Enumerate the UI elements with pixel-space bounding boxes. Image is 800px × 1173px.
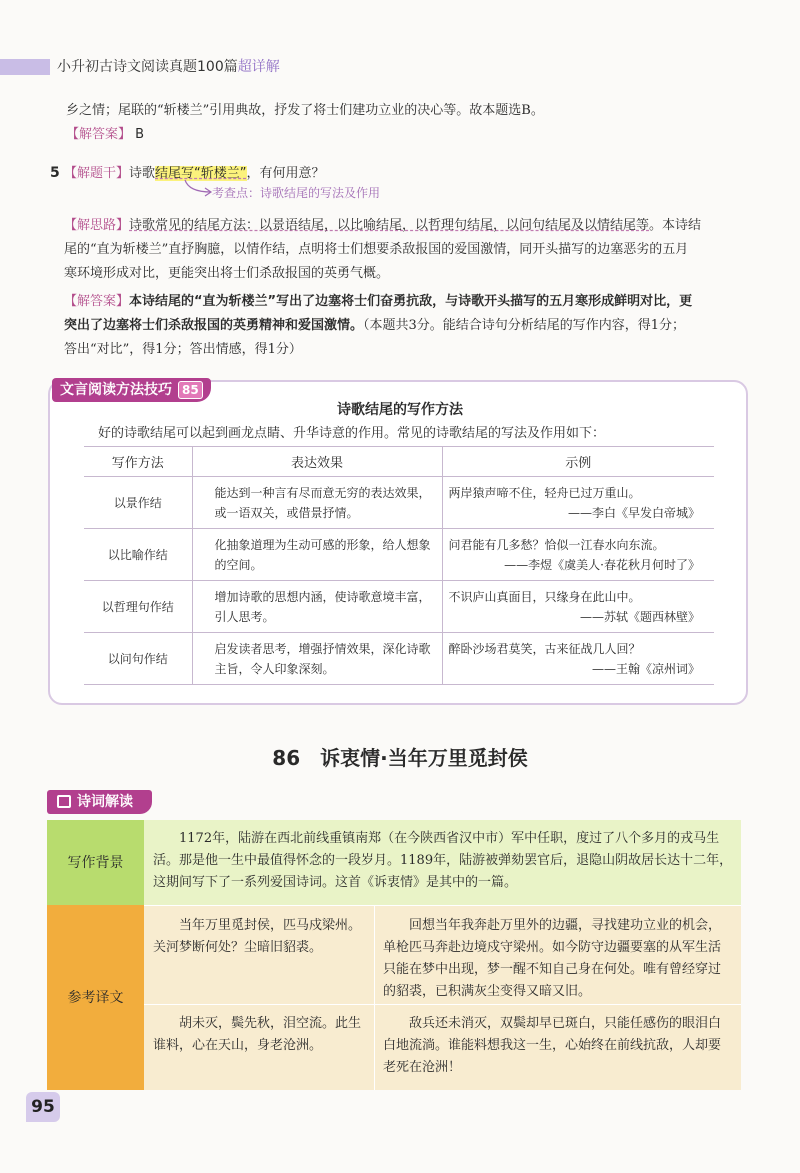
example-cell: 醉卧沙场君莫笑，古来征战几人回？ ——王翰《凉州词》 xyxy=(442,633,714,685)
row-divider xyxy=(144,1004,741,1005)
poem-title: 86 诉衷情·当年万里觅封侯 xyxy=(272,746,528,770)
method-table-header xyxy=(84,447,714,477)
q5-stem: 【解题干】诗歌结尾写“斩楼兰”，有何用意？ xyxy=(64,166,325,181)
example-cell: 不识庐山真面目，只缘身在此山中。 ——苏轼《题西林壁》 xyxy=(442,581,714,633)
translation-label: 参考译文 xyxy=(67,990,124,1006)
q5-idea-line3: 寒环境形成对比，更能突出将士们杀敌报国的英勇气概。 xyxy=(64,266,390,281)
q5-answer-line1: 【解答案】本诗结尾的“直为斩楼兰”写出了边塞将士们奋勇抗敌，与诗歌开头描写的五月寒形成鲜明对比，更 xyxy=(64,294,693,309)
page-number: 95 xyxy=(26,1092,60,1122)
method-title: 诗歌结尾的写作方法 xyxy=(337,402,463,418)
method-intro: 好的诗歌结尾可以起到画龙点睛、升华诗意的作用。常见的诗歌结尾的写法及作用如下： xyxy=(98,426,606,441)
translation-row xyxy=(47,905,741,1090)
section-tab: 诗词解读 xyxy=(47,790,152,814)
method-cell: 以景作结 xyxy=(84,477,192,529)
table-row xyxy=(84,581,714,633)
q5-answer-line3: 答出“对比”，得1分；答出情感，得1分） xyxy=(64,342,302,357)
method-table xyxy=(84,446,714,685)
exam-point-note: 考查点：诗歌结尾的写法及作用 xyxy=(212,186,381,200)
table-row xyxy=(84,633,714,685)
effect-cell: 化抽象道理为生动可感的形象，给人想象的空间。 xyxy=(192,529,442,581)
column-header: 表达效果 xyxy=(192,447,442,477)
q5-idea-line1: 【解思路】诗歌常见的结尾方法：以景语结尾，以比喻结尾，以哲理句结尾，以问句结尾及以情结尾等。本诗结 xyxy=(64,218,702,233)
row-divider xyxy=(144,905,741,906)
translation-stanza-1: 回想当年我奔赴万里外的边疆，寻找建功立业的机会，单枪匹马奔赴边境戍守梁州。如今防守边疆要塞的从军生活只能在梦中出现，梦一醒不知自己身在何处。唯有曾经穿过的貂裘，已积满灰尘变得又暗又旧。 xyxy=(383,918,722,999)
method-cell: 以问句作结 xyxy=(84,633,192,685)
q5-answer-line2: 突出了边塞将士们杀敌报国的英勇精神和爱国激情。（本题共3分。能结合诗句分析结尾的写作内容，得1分； xyxy=(64,318,686,333)
effect-cell: 启发读者思考，增强抒情效果，深化诗歌主旨，令人印象深刻。 xyxy=(192,633,442,685)
method-tab: 文言阅读方法技巧 85 xyxy=(52,378,211,402)
example-cell: 问君能有几多愁？恰似一江春水向东流。 ——李煜《虞美人·春花秋月何时了》 xyxy=(442,529,714,581)
effect-cell: 能达到一种言有尽而意无穷的表达效果，或一语双关，或借景抒情。 xyxy=(192,477,442,529)
note-arrow-icon xyxy=(183,178,213,198)
poem-stanza-2: 胡未灭，鬓先秋，泪空流。此生谁料，心在天山，身老沧洲。 xyxy=(153,1016,362,1053)
column-header: 示例 xyxy=(442,447,714,477)
header-bar xyxy=(0,59,50,75)
poem-stanza-1: 当年万里觅封侯，匹马戍梁州。关河梦断何处？尘暗旧貂裘。 xyxy=(153,918,362,955)
table-row xyxy=(84,477,714,529)
column-divider xyxy=(374,905,375,1090)
q4-tail-line: 乡之情；尾联的“斩楼兰”引用典故，抒发了将士们建功立业的决心等。故本题选B。 xyxy=(66,103,544,118)
q4-answer: 【解答案】 B xyxy=(66,127,145,142)
q5-idea-line2: 尾的“直为斩楼兰”直抒胸臆，以情作结，点明将士们想要杀敌报国的爱国激情，同开头描写的边塞恶劣的五月 xyxy=(64,242,689,257)
book-title: 小升初古诗文阅读真题100篇超详解 xyxy=(57,59,280,75)
column-header: 写作方法 xyxy=(84,447,192,477)
method-cell: 以哲理句作结 xyxy=(84,581,192,633)
background-label: 写作背景 xyxy=(67,855,124,871)
page-header xyxy=(0,56,800,78)
effect-cell: 增加诗歌的思想内涵，使诗歌意境丰富，引人思考。 xyxy=(192,581,442,633)
background-row xyxy=(47,820,741,905)
example-cell: 两岸猿声啼不住，轻舟已过万重山。 ——李白《早发白帝城》 xyxy=(442,477,714,529)
translation-stanza-2: 敌兵还未消灭，双鬓却早已斑白，只能任感伤的眼泪白白地流淌。谁能料想我这一生，心始终在前线抗敌，人却要老死在沧洲！ xyxy=(383,1016,722,1075)
background-text: 1172年，陆游在西北前线重镇南郑（在今陕西省汉中市）军中任职，度过了八个多月的戎马生活。那是他一生中最值得怀念的一段岁月。1189年，陆游被弹劾罢官后，退隐山阴故居长达十二年，这期间写下了一系列爱国诗词。这首《诉衷情》是其中的一篇。 xyxy=(153,831,733,890)
table-row xyxy=(84,529,714,581)
calendar-icon xyxy=(57,795,71,808)
question-number: 5 xyxy=(50,165,60,181)
method-cell: 以比喻作结 xyxy=(84,529,192,581)
